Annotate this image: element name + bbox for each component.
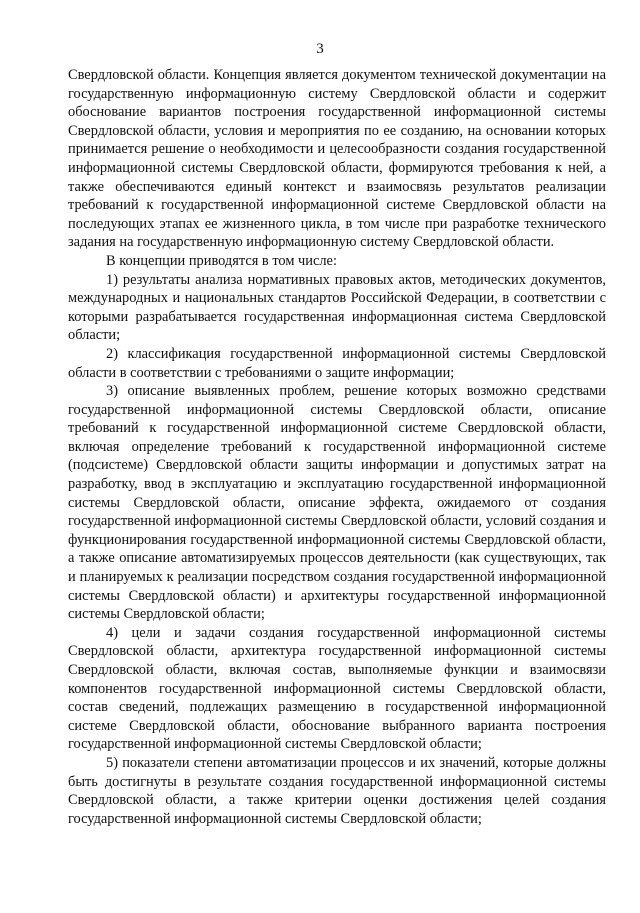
paragraph-item-5: 5) показатели степени автоматизации процессов и их значений, которые должны быть достигнуты в результате создания государственной информационной системы Свердловской области, а также критерии оценки достижения целей создания государственной информационной системы Свердловской области; (68, 754, 606, 827)
paragraph-list-intro: В концепции приводятся в том числе: (106, 252, 337, 269)
paragraph-item-2: 2) классификация государственной информационной системы Свердловской области в соответствии с требованиями о защите информации; (68, 345, 606, 381)
document-body (68, 66, 606, 828)
paragraph-item-1: 1) результаты анализа нормативных правовых актов, методических документов, международных и национальных стандартов Российской Федерации, в соответствии с которыми разрабатывается государственная информационная система Свердловской области; (68, 271, 606, 344)
page-number: 3 (316, 41, 324, 57)
paragraph-continuation: Свердловской области. Концепция является документом технической документации на государственную информационную систему Свердловской области и содержит обоснование вариантов построения государственной информационной системы Свердловской области, условия и мероприятия по ее созданию, на основании которых принимается решение о необходимости и целесообразности создания государственной информационной системы Свердловской области, формируются требования к ней, а также обеспечиваются единый контекст и взаимосвязь результатов реализации требований к государственной информационной системе Свердловской области на последующих этапах ее жизненного цикла, в том числе при разработке технического задания на государственную информационную систему Свердловской области. (68, 67, 606, 251)
paragraph-item-3: 3) описание выявленных проблем, решение которых возможно средствами государственной информационной системы Свердловской области, описание требований к государственной информационной системе Свердловской области, включая определение требований к государственной информационной системе (подсистеме) Свердловской области защиты информации и допустимых затрат на разработку, ввод в эксплуатацию и эксплуатацию государственной информационной системы Свердловской области, описание эффекта, ожидаемого от создания государственной информационной системы Свердловской области, условий создания и функционирования государственной информационной системы Свердловской области, а также описание автоматизируемых процессов деятельности (как существующих, так и планируемых к реализации посредством создания государственной информационной системы Свердловской области) и архитектуры государственной информационной системы Свердловской области; (68, 383, 606, 623)
paragraph-item-4: 4) цели и задачи создания государственной информационной системы Свердловской области, архитектура государственной информационной системы Свердловской области, включая состав, выполняемые функции и взаимосвязи компонентов государственной информационной системы Свердловской области, состав сведений, подлежащих размещению в государственной информационной системе Свердловской области, обоснование выбранного варианта построения государственной информационной системы Свердловской области; (68, 624, 606, 753)
